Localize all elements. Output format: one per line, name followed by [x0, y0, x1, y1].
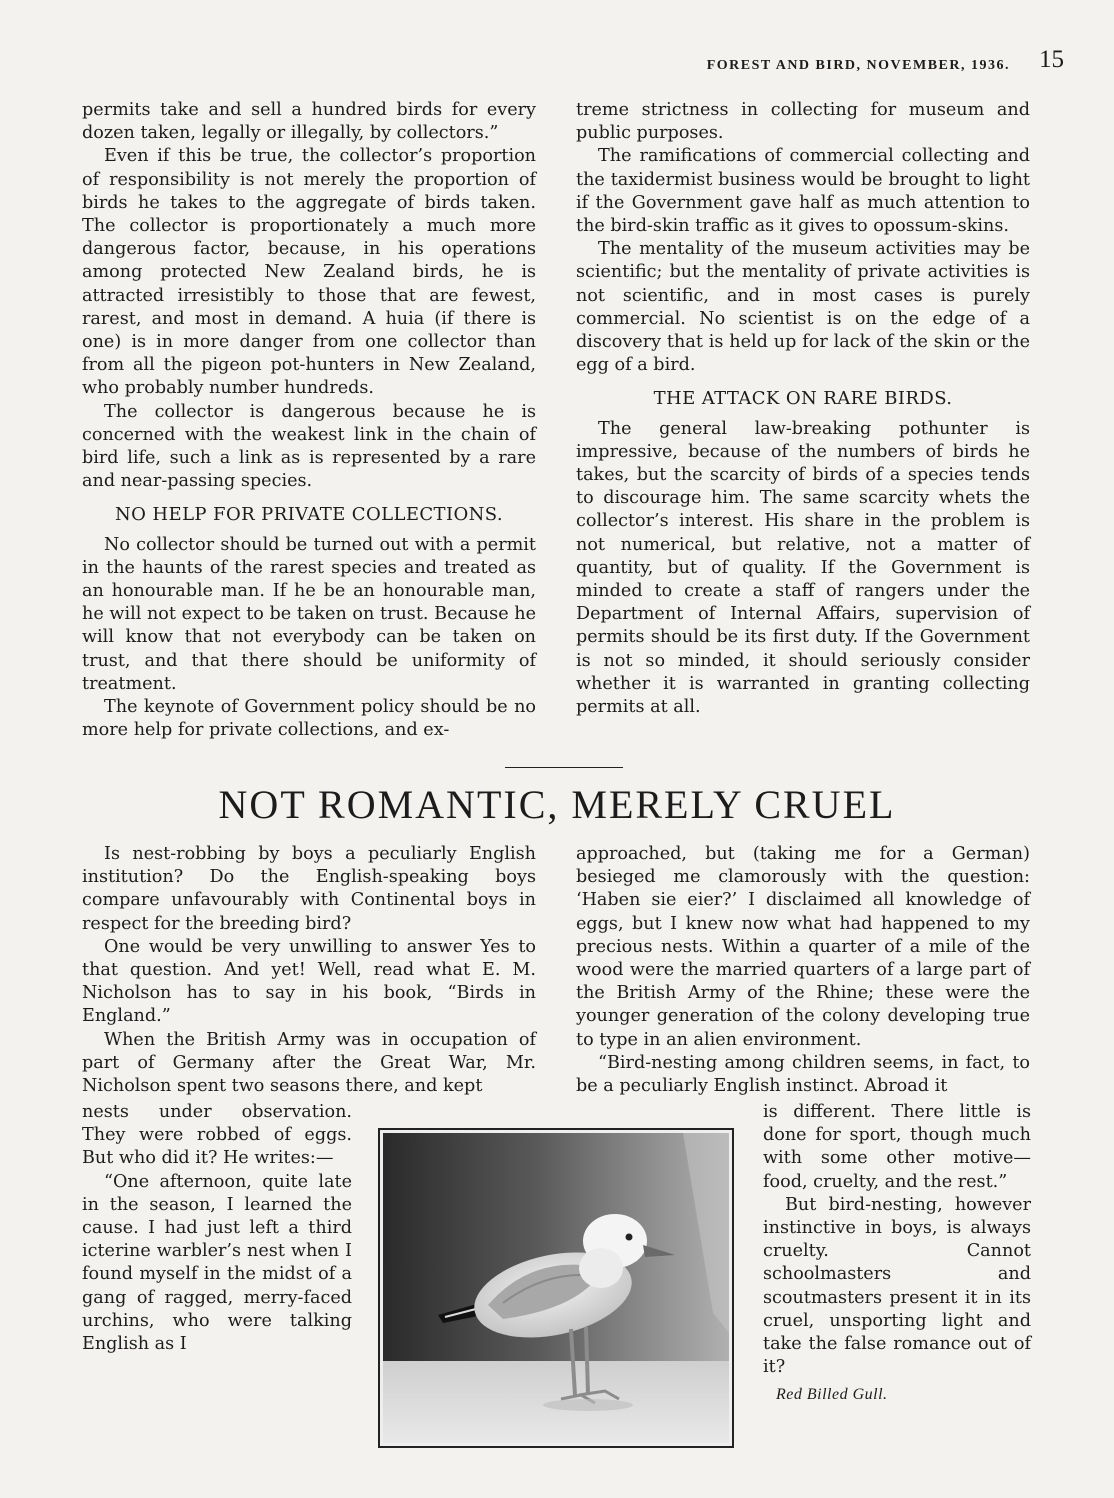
paragraph: nests under observation. They were robbed of eggs. But who did it? He writes:— [82, 1102, 352, 1169]
article-title: NOT ROMANTIC, MERELY CRUEL [218, 782, 896, 827]
section-heading: THE ATTACK ON RARE BIRDS. [653, 388, 953, 410]
paragraph: “Bird-nesting among children seems, in fact, to be a peculiarly English instinct. Abroad it [576, 1052, 1030, 1097]
paragraph: is different. There little is done for sport, though much with some other motive—food, cruelty, and the rest.” [763, 1102, 1031, 1192]
paragraph: Even if this be true, the collector’s proportion of responsibility is not merely the proportion of birds he takes to the aggregate of birds taken. The collector is proportionately a much more dangerous factor, because, in his operations among protected New Zealand birds, he is attracted irresistibly to those that are fewest, rarest, and most in demand. A huia (if there is one) is in more danger from one collector than from all the pigeon pot-hunters in New Zealand, who probably number hundreds. [82, 146, 536, 399]
paragraph: No collector should be turned out with a permit in the haunts of the rarest species and treated as an honourable man. If he be an honourable man, he will not expect to be taken on trust. Because he will know that not everybody can be taken on trust, and that there should be uniformity of treatment. [82, 534, 536, 694]
paragraph: The mentality of the museum activities may be scientific; but the mentality of private activities is not scientific, and in most cases is purely commercial. No scientist is on the edge of a discovery that is held up for lack of the skin or the egg of a bird. [576, 239, 1030, 376]
paragraph: But bird-nesting, however instinctive in boys, is always cruelty. Cannot schoolmasters and scoutmasters present it in its cruel, unsporting light and take the false romance out of it? [763, 1194, 1031, 1378]
article-right-narrow-column [763, 1101, 1031, 1379]
top-right-column [576, 99, 1030, 719]
article-left-narrow-column [82, 1101, 352, 1356]
page-header [0, 46, 1114, 86]
article-right-column [576, 843, 1030, 1098]
paragraph: Is nest-robbing by boys a peculiarly English institution? Do the English-speaking boys compare unfavourably with Continental boys in respect for the breeding bird? [82, 844, 536, 934]
page-number: 15 [1039, 46, 1064, 73]
paragraph: One would be very unwilling to answer Yes to that question. And yet! Well, read what E. M. Nicholson has to say in his book, “Birds in England.” [82, 936, 536, 1027]
section-heading: NO HELP FOR PRIVATE COLLECTIONS. [115, 504, 503, 526]
paragraph: The keynote of Government policy should be no more help for private collections, and ex- [82, 697, 536, 741]
gull-photo [378, 1128, 734, 1448]
paragraph: The general law-breaking pothunter is impressive, because of the numbers of birds he takes, but the scarcity of birds of a species tends to discourage him. The same scarcity whets the collector’s interest. His share in the problem is not numerical, but relative, not a matter of quantity, but of quality. If the Government is minded to create a staff of rangers under the Department of Internal Affairs, supervision of permits should be its first duty. If the Government is not so minded, it should seriously consider whether it is warranted in granting collecting permits at all. [576, 418, 1030, 718]
section-divider [505, 767, 623, 768]
running-head: FOREST AND BIRD, NOVEMBER, 1936. [706, 58, 1010, 73]
paragraph: treme strictness in collecting for museum and public purposes. [576, 100, 1030, 144]
paragraph: The ramifications of commercial collecting and the taxidermist business would be brought to light if the Government gave half as much attention to the bird-skin traffic as it gives to opossum-skins. [576, 146, 1030, 237]
paragraph: approached, but (taking me for a German) besieged me clamorously with the question: ‘Haben sie eier?’ I disclaimed all knowledge of eggs, but I knew now what had happened to my precious nests. Within a quarter of a mile of the wood were the married quarters of a large part of the British Army of the Rhine; these were the younger generation of the colony developing true to type in an alien environment. [576, 844, 1030, 1050]
paragraph: “One afternoon, quite late in the season, I learned the cause. I had just left a third icterine warbler’s nest when I found myself in the midst of a gang of ragged, merry-faced urchins, who were talking English as I [82, 1171, 352, 1355]
paragraph: The collector is dangerous because he is concerned with the weakest link in the chain of bird life, such a link as is represented by a rare and near-passing species. [82, 401, 536, 492]
top-left-column [82, 99, 536, 742]
paragraph: permits take and sell a hundred birds for every dozen taken, legally or illegally, by collectors.” [82, 100, 536, 144]
article-left-column [82, 843, 536, 1098]
paragraph: When the British Army was in occupation of part of Germany after the Great War, Mr. Nicholson spent two seasons there, and kept [82, 1029, 536, 1097]
photo-caption: Red Billed Gull. [776, 1386, 888, 1403]
gull-photo-icon [383, 1133, 729, 1443]
